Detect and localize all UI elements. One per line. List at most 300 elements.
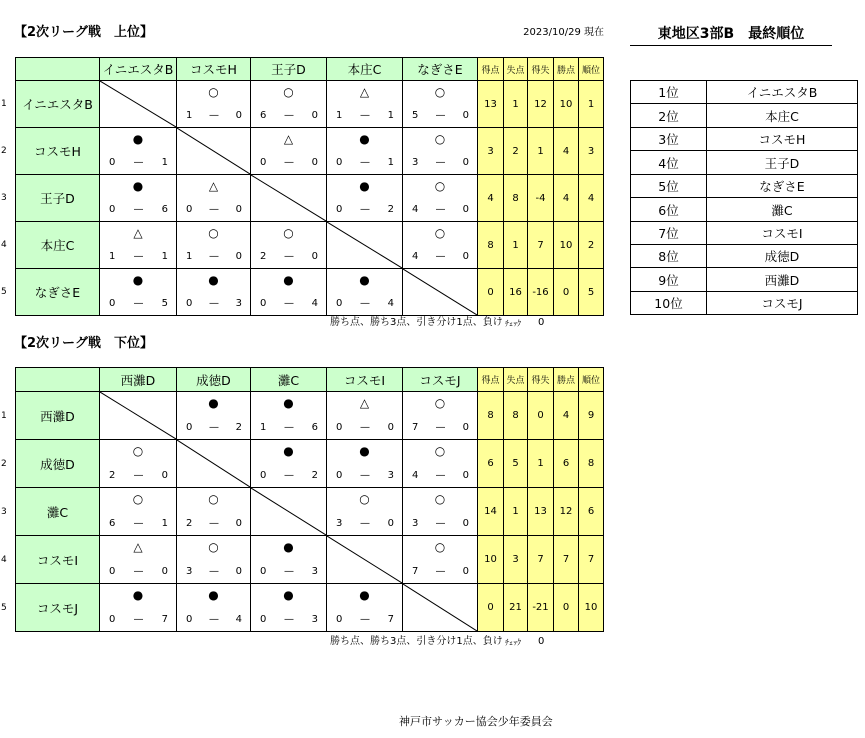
column-header-stat: 順位 [579,58,603,80]
stat-goals-for: 0 [478,269,503,315]
column-header-team: コスモH [177,58,250,80]
self-match-cell [327,222,402,268]
standing-rank: 9位 [631,268,706,291]
score-line [336,469,394,482]
diagonal-line [327,536,402,583]
score-line [186,109,242,122]
loss-filled-circle-icon: ● [283,588,294,602]
stat-points: 6 [554,440,578,487]
win-circle-icon: ○ [283,85,294,99]
diagonal-line [100,392,176,439]
draw-triangle-icon: △ [133,540,143,554]
score-separator: — [209,566,219,577]
score-separator: — [133,518,144,529]
stat-points: 12 [554,488,578,535]
score-separator: — [360,518,370,529]
score-against: 1 [387,110,394,121]
stat-goals-against: 1 [504,222,527,268]
match-cell [327,584,402,631]
score-against: 0 [161,566,168,577]
stat-points: 7 [554,536,578,583]
stat-goals-against: 3 [504,536,527,583]
stat-points: 10 [554,81,578,127]
score-separator: — [209,204,219,215]
column-header-team: 西灘D [100,368,176,391]
score-for: 0 [260,470,267,481]
loss-filled-circle-icon: ● [359,273,370,287]
loss-filled-circle-icon: ● [208,273,219,287]
self-match-cell [100,81,176,127]
score-for: 2 [186,518,193,529]
score-for: 0 [336,298,343,309]
score-for: 0 [109,614,116,625]
row-team-name: コスモJ [16,584,99,631]
row-team-name: なぎさE [16,269,99,315]
stat-points: 4 [554,175,578,221]
score-separator: — [209,422,219,433]
score-line [186,613,242,626]
score-line [186,297,242,310]
score-against: 0 [235,110,242,121]
score-for: 4 [412,251,419,262]
score-line [186,421,242,434]
score-for: 2 [260,251,267,262]
score-separator: — [133,614,144,625]
row-number: 5 [1,287,7,297]
column-header-stat: 得失 [528,368,553,391]
stat-rank: 8 [579,440,603,487]
points-rule-text: 勝ち点、勝ち3点、引き分け1点、負け [330,317,503,328]
row-number: 2 [1,146,7,156]
column-header-team: 本庄C [327,58,402,80]
column-header-team: イニエスタB [100,58,176,80]
loss-filled-circle-icon: ● [359,588,370,602]
loss-filled-circle-icon: ● [283,444,294,458]
score-against: 0 [462,470,469,481]
score-against: 2 [235,422,242,433]
score-for: 0 [336,614,343,625]
row-number: 3 [1,506,7,517]
as-of-date: 2023/10/29 現在 [523,27,604,38]
points-rule-note [330,316,560,330]
standing-rank: 5位 [631,175,706,197]
score-against: 0 [462,518,469,529]
score-against: 1 [387,157,394,168]
score-for: 4 [412,470,419,481]
score-line [109,517,168,530]
standing-rank: 4位 [631,151,706,174]
score-line [109,565,168,578]
column-header-team: なぎさE [403,58,477,80]
standing-team: 本庄C [707,104,857,127]
match-cell [251,269,326,315]
match-cell [327,81,402,127]
score-line [260,156,318,169]
match-cell [251,584,326,631]
match-cell [327,128,402,174]
stat-points: 4 [554,392,578,439]
stat-goals-for: 8 [478,392,503,439]
score-line [412,421,469,434]
win-circle-icon: ○ [434,179,446,193]
loss-filled-circle-icon: ● [283,540,294,554]
diagonal-line [177,128,250,174]
score-against: 3 [311,614,318,625]
score-against: 0 [462,422,469,433]
score-for: 3 [336,518,343,529]
standing-rank: 6位 [631,198,706,221]
standing-rank: 8位 [631,245,706,267]
upper-league-table [0,57,610,327]
loss-filled-circle-icon: ● [132,588,144,602]
diagonal-line [251,175,326,221]
stat-goals-for: 3 [478,128,503,174]
score-against: 0 [161,470,168,481]
score-line [412,565,469,578]
win-circle-icon: ○ [208,492,219,506]
score-for: 0 [260,614,267,625]
win-circle-icon: ○ [434,132,446,146]
score-line [109,613,168,626]
match-cell [177,175,250,221]
self-match-cell [251,488,326,535]
column-header-stat: 順位 [579,368,603,391]
standing-team: 成徳D [707,245,857,267]
row-team-name: 本庄C [16,222,99,268]
match-cell [403,175,477,221]
draw-triangle-icon: △ [133,226,143,240]
organizer-footer: 神戸市サッカー協会少年委員会 [399,715,553,728]
row-number: 4 [1,554,7,565]
score-against: 0 [311,110,318,121]
stat-points: 4 [554,128,578,174]
score-for: 5 [412,110,419,121]
score-against: 0 [462,204,469,215]
stat-goals-for: 13 [478,81,503,127]
column-header-stat: 得点 [478,58,503,80]
score-against: 0 [462,157,469,168]
score-against: 4 [311,298,318,309]
score-separator: — [435,422,446,433]
row-team-name: コスモI [16,536,99,583]
score-line [336,421,394,434]
stat-goals-against: 16 [504,269,527,315]
match-cell [251,222,326,268]
score-separator: — [284,614,294,625]
score-against: 0 [235,566,242,577]
score-against: 1 [161,518,168,529]
stat-goals-against: 1 [504,488,527,535]
standings-table [630,80,858,315]
stat-goals-against: 2 [504,128,527,174]
score-against: 0 [462,110,469,121]
match-cell [327,488,402,535]
score-separator: — [435,566,446,577]
score-line [412,203,469,216]
score-separator: — [284,110,294,121]
match-cell [251,440,326,487]
score-against: 3 [235,298,242,309]
score-for: 7 [412,422,419,433]
score-against: 4 [235,614,242,625]
self-match-cell [327,536,402,583]
score-line [412,517,469,530]
score-separator: — [360,422,370,433]
score-line [109,156,168,169]
row-number-column [0,392,12,631]
draw-triangle-icon: △ [208,179,219,193]
score-for: 6 [260,110,267,121]
stat-goal-difference: 1 [528,440,553,487]
standing-team: コスモH [707,128,857,150]
score-separator: — [284,157,294,168]
standing-team: コスモI [707,222,857,244]
score-separator: — [360,157,370,168]
draw-triangle-icon: △ [359,396,370,410]
loss-filled-circle-icon: ● [359,132,370,146]
standing-team: 王子D [707,151,857,174]
score-line [109,297,168,310]
score-against: 0 [235,251,242,262]
win-circle-icon: ○ [359,492,370,506]
row-team-name: 西灘D [16,392,99,439]
score-line [412,156,469,169]
score-against: 0 [462,251,469,262]
match-cell [177,269,250,315]
match-cell [100,488,176,535]
stat-rank: 6 [579,488,603,535]
score-separator: — [133,204,144,215]
row-number: 1 [1,410,7,421]
win-circle-icon: ○ [208,540,219,554]
stat-goals-for: 14 [478,488,503,535]
stat-goal-difference: -16 [528,269,553,315]
match-cell [100,440,176,487]
score-separator: — [133,251,144,262]
score-against: 6 [161,204,168,215]
match-cell [403,536,477,583]
diagonal-line [177,440,250,487]
loss-filled-circle-icon: ● [208,588,219,602]
score-separator: — [209,518,219,529]
score-against: 0 [235,204,242,215]
score-line [336,517,394,530]
score-separator: — [435,110,446,121]
diagonal-line [327,222,402,268]
standing-team: 灘C [707,198,857,221]
score-against: 7 [387,614,394,625]
column-header-stat: 勝点 [554,368,578,391]
score-separator: — [435,157,446,168]
score-for: 0 [186,298,193,309]
standing-rank: 7位 [631,222,706,244]
score-line [260,565,318,578]
self-match-cell [403,269,477,315]
win-circle-icon: ○ [208,85,219,99]
win-circle-icon: ○ [132,492,144,506]
score-against: 3 [311,566,318,577]
score-separator: — [209,110,219,121]
row-number: 3 [1,193,7,203]
match-cell [403,81,477,127]
score-line [260,613,318,626]
stat-goals-for: 0 [478,584,503,631]
score-for: 1 [260,422,267,433]
score-for: 6 [109,518,116,529]
score-line [260,297,318,310]
stat-rank: 2 [579,222,603,268]
league-grid [15,57,604,316]
row-number: 4 [1,240,7,250]
diagonal-line [100,81,176,127]
score-against: 5 [161,298,168,309]
stat-rank: 3 [579,128,603,174]
score-line [336,109,394,122]
match-cell [177,584,250,631]
match-cell [100,128,176,174]
score-separator: — [360,204,370,215]
loss-filled-circle-icon: ● [208,396,219,410]
header-corner-cell [16,58,99,80]
self-match-cell [100,392,176,439]
match-cell [327,269,402,315]
match-cell [177,81,250,127]
score-for: 3 [186,566,193,577]
score-separator: — [133,566,144,577]
loss-filled-circle-icon: ● [132,132,144,146]
match-cell [403,440,477,487]
score-separator: — [435,251,446,262]
match-cell [100,536,176,583]
stat-points: 0 [554,269,578,315]
check-label: ﾁｪｯｸ [505,638,521,647]
score-against: 0 [311,251,318,262]
stat-goal-difference: 1 [528,128,553,174]
win-circle-icon: ○ [434,226,446,240]
draw-triangle-icon: △ [283,132,294,146]
score-line [412,469,469,482]
score-line [336,613,394,626]
stat-goal-difference: 13 [528,488,553,535]
score-against: 3 [387,470,394,481]
score-against: 4 [387,298,394,309]
standing-team: なぎさE [707,175,857,197]
win-circle-icon: ○ [434,492,446,506]
win-circle-icon: ○ [283,226,294,240]
standing-team: イニエスタB [707,81,857,103]
match-cell [177,536,250,583]
row-number: 1 [1,99,7,109]
column-header-team: 王子D [251,58,326,80]
score-against: 0 [387,422,394,433]
score-line [109,469,168,482]
score-for: 1 [186,110,193,121]
loss-filled-circle-icon: ● [283,396,294,410]
score-for: 2 [109,470,116,481]
row-team-name: 成徳D [16,440,99,487]
match-cell [100,584,176,631]
loss-filled-circle-icon: ● [359,179,370,193]
row-team-name: コスモH [16,128,99,174]
match-cell [177,222,250,268]
standing-rank: 2位 [631,104,706,127]
match-cell [403,488,477,535]
self-match-cell [403,584,477,631]
score-against: 2 [311,470,318,481]
match-cell [327,440,402,487]
score-for: 4 [412,204,419,215]
diagonal-line [403,269,477,315]
check-label: ﾁｪｯｸ [505,319,521,328]
score-separator: — [284,422,294,433]
self-match-cell [177,128,250,174]
score-separator: — [360,470,370,481]
score-separator: — [284,251,294,262]
standing-team: コスモJ [707,292,857,314]
score-separator: — [435,204,446,215]
stat-rank: 1 [579,81,603,127]
diagonal-line [403,584,477,631]
column-header-stat: 得点 [478,368,503,391]
score-separator: — [133,298,144,309]
row-number: 5 [1,602,7,613]
score-line [186,517,242,530]
stat-goals-against: 5 [504,440,527,487]
win-circle-icon: ○ [434,85,446,99]
column-header-team: コスモI [327,368,402,391]
stat-rank: 7 [579,536,603,583]
row-number: 2 [1,458,7,469]
score-for: 0 [260,157,267,168]
standing-rank: 3位 [631,128,706,150]
stat-goal-difference: 7 [528,222,553,268]
stat-goals-for: 4 [478,175,503,221]
match-cell [403,222,477,268]
points-rule-text: 勝ち点、勝ち3点、引き分け1点、負け [330,636,503,647]
win-circle-icon: ○ [434,540,446,554]
win-circle-icon: ○ [434,444,446,458]
score-for: 0 [109,157,116,168]
score-separator: — [360,298,370,309]
score-separator: — [284,566,294,577]
match-cell [251,536,326,583]
win-circle-icon: ○ [208,226,219,240]
row-team-name: 灘C [16,488,99,535]
score-against: 0 [387,518,394,529]
score-line [260,421,318,434]
stat-rank: 9 [579,392,603,439]
stat-points: 10 [554,222,578,268]
score-for: 1 [186,251,193,262]
score-line [412,250,469,263]
stat-goal-difference: -21 [528,584,553,631]
stat-goals-for: 10 [478,536,503,583]
score-line [260,469,318,482]
match-cell [100,269,176,315]
score-separator: — [209,251,219,262]
score-for: 1 [109,251,116,262]
match-cell [251,81,326,127]
score-separator: — [284,298,294,309]
stat-points: 0 [554,584,578,631]
row-team-name: イニエスタB [16,81,99,127]
score-line [336,156,394,169]
score-line [109,250,168,263]
column-header-team: 灘C [251,368,326,391]
header-corner-cell [16,368,99,391]
loss-filled-circle-icon: ● [283,273,294,287]
score-against: 1 [161,157,168,168]
